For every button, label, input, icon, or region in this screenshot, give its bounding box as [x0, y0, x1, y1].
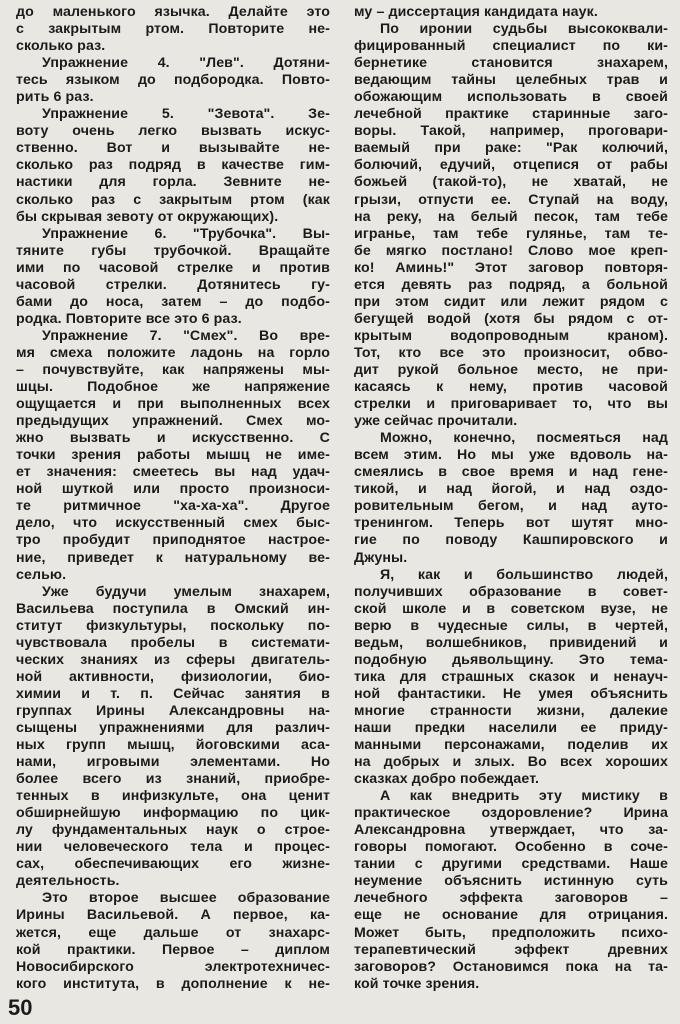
text-line: Упражнение 7. "Смех". Во вре-: [42, 327, 330, 344]
text-line: более всего из знаний, приобре-: [16, 771, 330, 788]
text-line: фицированный специалист по ки-: [354, 38, 668, 55]
text-line: до маленького язычка. Делайте это: [16, 4, 330, 20]
paragraph: [16, 328, 330, 584]
paragraph: [354, 567, 668, 789]
text-line: дит рукой больное место, не при-: [354, 361, 668, 378]
text-line: на реку, на белый песок, там тебе: [354, 208, 668, 225]
text-line: божьей (такой-то), не хватай, не: [354, 174, 668, 191]
text-line: касаясь к нему, против часовой: [354, 379, 668, 396]
text-line: селью.: [16, 566, 67, 583]
text-line: лечебной практике старинные заго-: [354, 106, 668, 123]
text-line: настики для горла. Зевните не-: [16, 174, 330, 191]
text-line: сыщены упражнениями для различ-: [16, 719, 330, 736]
text-line: рить 6 раз.: [16, 89, 94, 106]
text-line: сах, обеспечивающих его жизне-: [16, 856, 330, 873]
text-line: кой практики. Первое – диплом: [16, 941, 330, 958]
text-line: ведающим тайны целебных трав и: [354, 72, 668, 89]
text-line: группах Ирины Александровны на-: [16, 702, 330, 719]
paragraph: [354, 4, 668, 21]
text-line: практическое оздоровление? Ирина: [354, 805, 668, 822]
text-line: лечебного эффекта заговоров –: [354, 890, 668, 907]
text-line: бы скрывая зевоту от окружающих).: [16, 208, 279, 225]
text-line: болючий, едучий, отцепися от рабы: [354, 157, 668, 174]
text-line: предыдущих упражнений. Смех мо-: [16, 413, 330, 430]
text-line: уже сейчас прочитали.: [354, 413, 518, 430]
text-line: верю в чудесные силы, в чертей,: [354, 617, 668, 634]
text-line: тро пробудит приподнятое настрое-: [16, 532, 330, 549]
text-line: Я, как и большинство людей,: [380, 566, 668, 583]
text-line: жно вызвать и искусственно. С: [16, 430, 330, 447]
text-line: ческих знаниях из сферы двигатель-: [16, 651, 330, 668]
paragraph: [354, 430, 668, 566]
text-line: ственно. Вот и вызывайте не-: [16, 140, 330, 157]
text-line: Может быть, предположить психо-: [354, 924, 668, 941]
text-line: Александровна утверждает, что за-: [354, 822, 668, 839]
text-line: обширнейшую информацию по цик-: [16, 805, 330, 822]
text-line: Упражнение 6. "Трубочка". Вы-: [42, 225, 330, 242]
text-line: Упражнение 5. "Зевота". Зе-: [42, 106, 330, 123]
text-line: ется девять раз подряд, а больной: [354, 276, 668, 293]
page-number: 50: [8, 995, 33, 1020]
text-line: подобную дьявольщину. Это тема-: [354, 651, 668, 668]
text-line: всем этим. Но мы уже вдоволь на-: [354, 447, 668, 464]
text-line: тика для страшных сказок и ненауч-: [354, 668, 668, 685]
text-line: ние, приведет к натуральному ве-: [16, 549, 330, 566]
paragraph: [16, 4, 330, 55]
text-line: Васильева поступила в Омский ин-: [16, 600, 330, 617]
text-line: бе мягко постлано! Слово мое креп-: [354, 242, 668, 259]
text-line: тесь языком до подбородка. Повто-: [16, 72, 330, 89]
text-column-left: [16, 4, 330, 993]
text-line: ет значения: смеетесь вы над удач-: [16, 464, 330, 481]
text-line: сколько раз.: [16, 38, 106, 55]
text-line: Ирины Васильевой. А первое, ка-: [16, 907, 330, 924]
text-line: ной фантастики. Не умея объяснить: [354, 685, 668, 702]
text-line: при этом сидит или лежит рядом с: [354, 293, 668, 310]
text-line: еще не основание для отрицания.: [354, 907, 668, 924]
text-line: гие по поводу Кашпировского и: [354, 532, 668, 549]
text-line: неумение объяснить истинную суть: [354, 873, 668, 890]
text-line: наши предки населили ее приду-: [354, 719, 668, 736]
text-line: крытым водопроводным краном).: [354, 327, 668, 344]
text-line: мя смеха положите ладонь на горло: [16, 344, 330, 361]
text-line: ной шуткой или просто произноси-: [16, 481, 330, 498]
text-line: обожающим использовать в своей: [354, 89, 668, 106]
text-line: с закрытым ртом. Повторите не-: [16, 21, 330, 38]
text-line: точки зрения работы мышц не име-: [16, 447, 330, 464]
text-line: бами до носа, затем – до подбо-: [16, 293, 330, 310]
text-line: тенных в инфизкульте, она ценит: [16, 788, 330, 805]
text-line: тикой, и над йогой, и над оздо-: [354, 481, 668, 498]
text-line: ститут физкультуры, поскольку по-: [16, 617, 330, 634]
paragraph: [16, 106, 330, 225]
text-line: Джуны.: [354, 549, 408, 566]
text-line: кого института, в дополнение к не-: [16, 975, 330, 992]
text-line: нами, игровыми элементами. Но: [16, 754, 330, 771]
text-line: смеялись в свое время и над гене-: [354, 464, 668, 481]
text-line: бегущей водой (хотя бы рядом с от-: [354, 310, 668, 327]
text-line: жется, еще дальше от знахарс-: [16, 924, 330, 941]
text-line: говоры помогают. Особенно в соче-: [354, 839, 668, 856]
text-line: Это второе высшее образование: [42, 890, 330, 907]
text-line: ных групп мышц, йоговскими аса-: [16, 737, 330, 754]
text-line: Тот, кто все это произносит, обво-: [354, 344, 668, 361]
text-line: грызи, отпусти ее. Ступай на воду,: [354, 191, 668, 208]
paragraph: [16, 584, 330, 891]
text-line: дело, что искусственный смех быс-: [16, 515, 330, 532]
text-line: кой точке зрения.: [354, 975, 480, 992]
text-line: многие странности жизни, далекие: [354, 702, 668, 719]
paragraph: [354, 21, 668, 430]
text-line: шцы. Подобное же напряжение: [16, 379, 330, 396]
text-line: те ритмичное "ха-ха-ха". Другое: [16, 498, 330, 515]
text-line: заговоров? Остановимся пока на та-: [354, 958, 668, 975]
text-line: Упражнение 4. "Лев". Дотяни-: [42, 55, 330, 72]
text-line: По иронии судьбы высококвали-: [380, 21, 668, 38]
text-line: тании с другими средствами. Наше: [354, 856, 668, 873]
text-line: деятельность.: [16, 873, 120, 890]
text-line: ощущается и при выполненных всех: [16, 396, 330, 413]
text-line: ко! Аминь!" Этот заговор повторя-: [354, 259, 668, 276]
text-line: нии человеческого тела и процес-: [16, 839, 330, 856]
paragraph: [354, 788, 668, 993]
text-line: ведьм, волшебников, привидений и: [354, 634, 668, 651]
text-line: сколько раз с закрытым ртом (как: [16, 191, 330, 208]
text-line: химии и т. п. Сейчас занятия в: [16, 685, 330, 702]
text-line: сказках добро побеждает.: [354, 771, 540, 788]
text-line: ваемый при раке: "Рак колючий,: [354, 140, 668, 157]
text-line: на добрых и злых. Во всех хороших: [354, 754, 668, 771]
text-line: ной активности, физиологии, био-: [16, 668, 330, 685]
paragraph: [16, 55, 330, 106]
text-line: ровительным бегом, и над ауто-: [354, 498, 668, 515]
text-line: игранье, там тебе гулянье, там те-: [354, 225, 668, 242]
text-line: воры. Такой, например, проговари-: [354, 123, 668, 140]
paragraph: [16, 226, 330, 328]
text-line: стрелки и приговаривает то, что вы: [354, 396, 668, 413]
text-line: Можно, конечно, посмеяться над: [380, 430, 668, 447]
text-line: – почувствуйте, как напряжены мы-: [16, 361, 330, 378]
text-line: часовой стрелки. Дотянитесь гу-: [16, 276, 330, 293]
text-line: Новосибирского электротехничес-: [16, 958, 330, 975]
paragraph: [16, 890, 330, 992]
text-line: бернетике становится знахарем,: [354, 55, 668, 72]
text-line: манными персонажами, поделив их: [354, 737, 668, 754]
text-column-right: [354, 4, 668, 993]
text-line: ской школе и в советском вузе, не: [354, 600, 668, 617]
text-line: родка. Повторите все это 6 раз.: [16, 310, 242, 327]
text-line: терапевтический эффект древних: [354, 941, 668, 958]
text-line: му – диссертация кандидата наук.: [354, 4, 598, 20]
text-line: воту очень легко вызвать искус-: [16, 123, 330, 140]
text-line: А как внедрить эту мистику в: [380, 788, 668, 805]
text-line: Уже будучи умелым знахарем,: [42, 583, 330, 600]
text-line: ими по часовой стрелке и против: [16, 259, 330, 276]
text-line: сколько раз подряд в качестве гим-: [16, 157, 330, 174]
text-line: тяните губы трубочкой. Вращайте: [16, 242, 330, 259]
text-line: чувствовала пробелы в системати-: [16, 634, 330, 651]
text-line: тренингом. Теперь вот шутят мно-: [354, 515, 668, 532]
text-line: получивших образование в совет-: [354, 583, 668, 600]
text-line: лу фундаментальных наук о строе-: [16, 822, 330, 839]
